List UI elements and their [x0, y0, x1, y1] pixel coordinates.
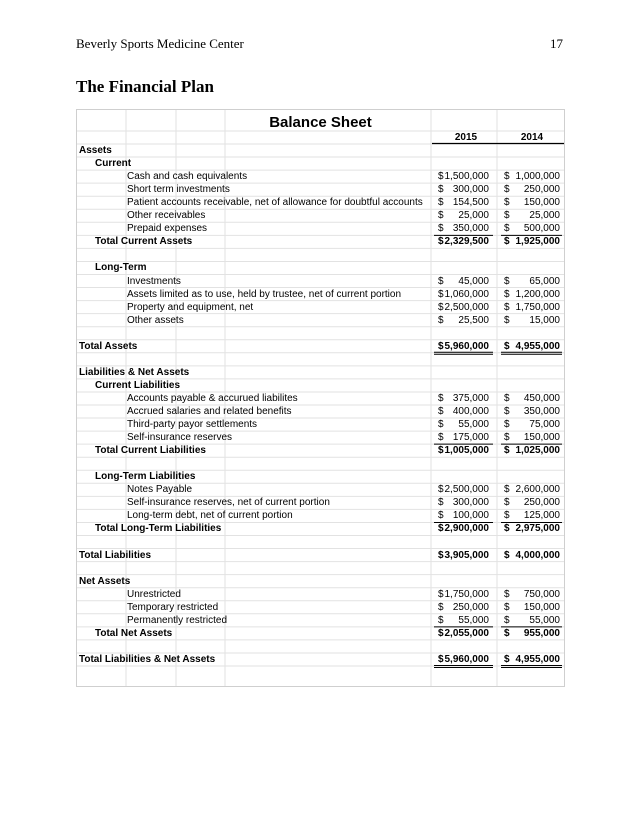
- currency-sign-2015: $: [438, 523, 444, 535]
- value-2014: 150,000: [523, 197, 560, 209]
- value-2015: 2,900,000: [444, 523, 489, 535]
- blank-row: [77, 536, 564, 549]
- balance-row: [77, 575, 564, 588]
- currency-sign-2014: $: [504, 171, 510, 183]
- balance-row: [77, 522, 564, 535]
- currency-sign-2014: $: [504, 406, 510, 417]
- value-2015: 2,329,500: [444, 236, 489, 248]
- value-2015: 1,060,000: [444, 288, 489, 300]
- currency-sign-2015: $: [438, 171, 444, 183]
- currency-sign-2014: $: [504, 549, 510, 561]
- currency-sign-2015: $: [438, 301, 444, 313]
- row-label: Notes Payable: [127, 484, 193, 496]
- balance-row: [77, 301, 564, 314]
- balance-row: [77, 653, 564, 666]
- currency-sign-2014: $: [504, 523, 510, 535]
- balance-row: [77, 314, 564, 327]
- value-2014: 65,000: [529, 275, 560, 287]
- value-2015: 45,000: [458, 275, 489, 287]
- row-label: Short term investments: [127, 184, 230, 196]
- currency-sign-2015: $: [438, 614, 444, 626]
- currency-sign-2015: $: [438, 406, 444, 417]
- currency-sign-2014: $: [504, 275, 510, 287]
- currency-sign-2014: $: [504, 288, 510, 300]
- value-2015: 25,000: [458, 210, 489, 222]
- balance-row: [77, 601, 564, 614]
- row-label: Unrestricted: [127, 588, 181, 600]
- balance-sheet: [76, 109, 565, 687]
- row-label: Assets: [79, 145, 112, 156]
- currency-sign-2014: $: [504, 627, 510, 639]
- row-label: Accrued salaries and related benefits: [127, 406, 292, 417]
- balance-row: [77, 144, 564, 157]
- row-label: Liabilities & Net Assets: [79, 366, 190, 378]
- currency-sign-2014: $: [504, 510, 510, 522]
- section-title: The Financial Plan: [76, 77, 214, 96]
- value-2014: 55,000: [529, 614, 560, 626]
- value-2015: 154,500: [452, 197, 489, 209]
- row-label: Total Current Assets: [95, 236, 193, 248]
- row-label: Self-insurance reserves: [127, 432, 233, 444]
- currency-sign-2015: $: [438, 432, 444, 444]
- currency-sign-2015: $: [438, 445, 444, 457]
- value-2015: 2,500,000: [444, 484, 489, 496]
- balance-row: [77, 392, 564, 405]
- row-label: Other assets: [127, 314, 184, 326]
- row-label: Total Net Assets: [95, 627, 173, 639]
- value-2014: 125,000: [523, 510, 560, 522]
- currency-sign-2014: $: [504, 301, 510, 313]
- value-2014: 4,955,000: [515, 653, 560, 665]
- currency-sign-2015: $: [438, 197, 444, 209]
- balance-row: [77, 157, 564, 170]
- row-label: Investments: [127, 275, 181, 287]
- row-label: Total Long-Term Liabilities: [95, 523, 222, 535]
- sheet-title: Balance Sheet: [269, 114, 372, 131]
- balance-row: [77, 235, 564, 248]
- year-2014-header: 2014: [520, 132, 544, 143]
- row-label: Total Liabilities: [79, 549, 152, 561]
- value-2014: 150,000: [523, 601, 560, 613]
- blank-row: [77, 327, 564, 340]
- balance-row: [77, 366, 564, 379]
- balance-row: [77, 405, 564, 418]
- balance-row: [77, 431, 564, 444]
- currency-sign-2015: $: [438, 510, 444, 522]
- currency-sign-2015: $: [438, 275, 444, 287]
- blank-row: [77, 353, 564, 366]
- value-2014: 955,000: [523, 627, 560, 639]
- row-label: Assets limited as to use, held by trustee, net of current portion: [127, 288, 402, 300]
- value-2014: 2,600,000: [515, 484, 560, 496]
- balance-row: [77, 288, 564, 301]
- balance-row: [77, 222, 564, 235]
- value-2014: 1,200,000: [515, 288, 560, 300]
- currency-sign-2015: $: [438, 223, 444, 235]
- year-2015-header: 2015: [454, 132, 478, 143]
- currency-sign-2015: $: [438, 653, 444, 665]
- value-2014: 1,025,000: [515, 445, 560, 457]
- row-label: Current: [95, 158, 132, 170]
- value-2015: 1,750,000: [444, 588, 489, 600]
- balance-row: [77, 627, 564, 640]
- row-label: Self-insurance reserves, net of current portion: [127, 497, 330, 509]
- value-2014: 1,925,000: [515, 236, 560, 248]
- blank-row: [77, 640, 564, 653]
- currency-sign-2014: $: [504, 601, 510, 613]
- value-2015: 2,500,000: [444, 301, 489, 313]
- currency-sign-2015: $: [438, 392, 444, 404]
- value-2015: 250,000: [452, 601, 489, 613]
- year-header-row: [77, 131, 564, 144]
- currency-sign-2014: $: [504, 197, 510, 209]
- currency-sign-2015: $: [438, 419, 444, 431]
- value-2015: 300,000: [452, 184, 489, 196]
- value-2014: 1,750,000: [515, 301, 560, 313]
- currency-sign-2015: $: [438, 236, 444, 248]
- value-2015: 5,960,000: [444, 653, 489, 665]
- currency-sign-2015: $: [438, 314, 444, 326]
- balance-row: [77, 379, 564, 392]
- balance-row: [77, 496, 564, 509]
- currency-sign-2014: $: [504, 314, 510, 326]
- currency-sign-2015: $: [438, 497, 444, 509]
- row-label: Long-term debt, net of current portion: [127, 510, 293, 522]
- currency-sign-2014: $: [504, 614, 510, 626]
- balance-row: [77, 183, 564, 196]
- row-label: Patient accounts receivable, net of allowance for doubtful accounts: [127, 197, 423, 209]
- balance-row: [77, 261, 564, 274]
- balance-row: [77, 340, 564, 353]
- balance-row: [77, 509, 564, 522]
- currency-sign-2014: $: [504, 392, 510, 404]
- value-2015: 1,500,000: [444, 171, 489, 183]
- currency-sign-2014: $: [504, 445, 510, 457]
- row-label: Long-Term Liabilities: [95, 471, 196, 483]
- currency-sign-2014: $: [504, 210, 510, 222]
- row-label: Accounts payable & accurued liabilites: [127, 392, 298, 404]
- value-2015: 3,905,000: [444, 549, 489, 561]
- value-2014: 4,000,000: [515, 549, 560, 561]
- value-2014: 250,000: [523, 184, 560, 196]
- currency-sign-2015: $: [438, 210, 444, 222]
- value-2014: 150,000: [523, 432, 560, 444]
- value-2015: 350,000: [452, 223, 489, 235]
- row-label: Third-party payor settlements: [127, 419, 258, 431]
- value-2015: 55,000: [458, 614, 489, 626]
- organization-name: Beverly Sports Medicine Center: [76, 36, 244, 51]
- currency-sign-2015: $: [438, 184, 444, 196]
- value-2015: 175,000: [452, 432, 489, 444]
- currency-sign-2014: $: [504, 340, 510, 352]
- value-2014: 250,000: [523, 497, 560, 509]
- row-label: Property and equipment, net: [127, 301, 254, 313]
- value-2015: 1,005,000: [444, 445, 489, 457]
- balance-row: [77, 170, 564, 183]
- value-2015: 400,000: [452, 406, 489, 417]
- row-label: Cash and cash equivalents: [127, 171, 248, 183]
- currency-sign-2015: $: [438, 340, 444, 352]
- value-2014: 500,000: [523, 223, 560, 235]
- currency-sign-2014: $: [504, 184, 510, 196]
- currency-sign-2015: $: [438, 484, 444, 496]
- currency-sign-2014: $: [504, 653, 510, 665]
- balance-row: [77, 549, 564, 562]
- value-2014: 15,000: [529, 314, 560, 326]
- balance-row: [77, 483, 564, 496]
- page-number: 17: [550, 36, 563, 51]
- value-2014: 350,000: [523, 406, 560, 417]
- currency-sign-2015: $: [438, 601, 444, 613]
- row-label: Total Assets: [79, 340, 138, 352]
- blank-row: [77, 248, 564, 261]
- value-2015: 25,500: [458, 314, 489, 326]
- balance-row: [77, 209, 564, 222]
- balance-row: [77, 196, 564, 209]
- value-2014: 75,000: [529, 419, 560, 431]
- currency-sign-2014: $: [504, 497, 510, 509]
- blank-row: [77, 457, 564, 470]
- row-label: Net Assets: [79, 575, 131, 587]
- currency-sign-2014: $: [504, 432, 510, 444]
- value-2015: 5,960,000: [444, 340, 489, 352]
- value-2015: 55,000: [458, 419, 489, 431]
- currency-sign-2015: $: [438, 288, 444, 300]
- row-label: Prepaid expenses: [127, 223, 208, 235]
- currency-sign-2014: $: [504, 419, 510, 431]
- value-2015: 375,000: [452, 392, 489, 404]
- balance-row: [77, 275, 564, 288]
- value-2015: 2,055,000: [444, 627, 489, 639]
- value-2014: 2,975,000: [515, 523, 560, 535]
- currency-sign-2014: $: [504, 484, 510, 496]
- row-label: Temporary restricted: [127, 601, 219, 613]
- running-header: [76, 36, 563, 52]
- row-label: Permanently restricted: [127, 614, 228, 626]
- currency-sign-2015: $: [438, 627, 444, 639]
- value-2014: 25,000: [529, 210, 560, 222]
- row-label: Total Liabilities & Net Assets: [79, 653, 216, 665]
- currency-sign-2015: $: [438, 588, 444, 600]
- balance-row: [77, 588, 564, 601]
- row-label: Total Current Liabilities: [95, 445, 206, 457]
- row-label: Long-Term: [95, 262, 147, 274]
- value-2015: 100,000: [452, 510, 489, 522]
- currency-sign-2014: $: [504, 588, 510, 600]
- value-2014: 450,000: [523, 392, 560, 404]
- balance-row: [77, 470, 564, 483]
- value-2014: 1,000,000: [515, 171, 560, 183]
- balance-row: [77, 418, 564, 431]
- row-label: Other receivables: [127, 210, 206, 222]
- value-2015: 300,000: [452, 497, 489, 509]
- balance-row: [77, 614, 564, 627]
- currency-sign-2015: $: [438, 549, 444, 561]
- row-label: Current Liabilities: [95, 379, 181, 391]
- blank-row: [77, 562, 564, 575]
- value-2014: 750,000: [523, 588, 560, 600]
- currency-sign-2014: $: [504, 236, 510, 248]
- currency-sign-2014: $: [504, 223, 510, 235]
- balance-row: [77, 444, 564, 457]
- value-2014: 4,955,000: [515, 340, 560, 352]
